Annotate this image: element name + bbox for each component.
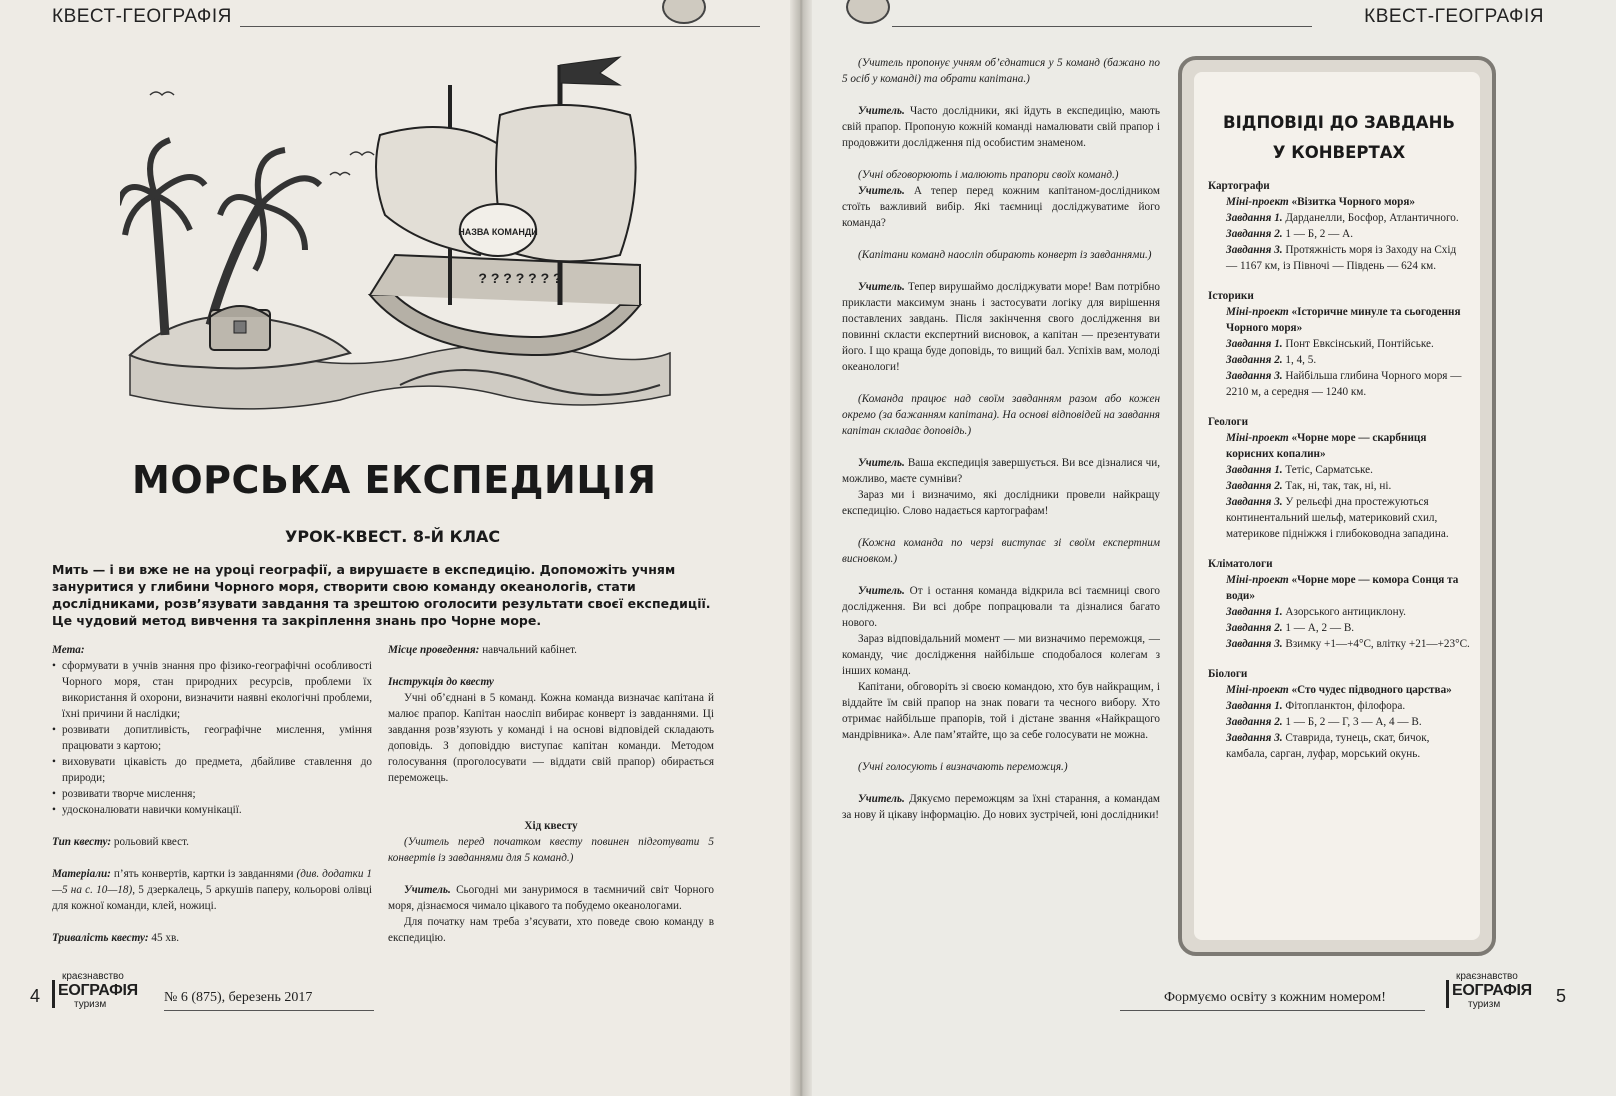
logo-line: краєзнавство: [62, 971, 124, 982]
place-label: Місце проведення:: [388, 644, 480, 656]
article-title: МОРСЬКА ЕКСПЕДИЦІЯ: [132, 458, 657, 502]
project-label: Міні-проект: [1226, 306, 1289, 318]
task-label: Завдання 1.: [1226, 212, 1283, 224]
goal-item: • сформувати в учнів знання про фізико-географічні особливості Чорного моря, стан природних ресурсів, проблеми їх використання й охорони, визначити наявні екологічні проблеми, їхні причини й наслідки;: [52, 658, 372, 722]
teacher-text: Тепер вирушаймо досліджувати море! Вам потрібно прикласти максимум знань і застосувати логіку для вирішення поставлених завдань. Після закінчення свого дослідження ви повинні скласти експертний висновок, а капітан — презентувати його. І що краща буде доповідь, то вищий бал. Успіхів вам, молоді океанологи!: [842, 281, 1160, 373]
task-label: Завдання 2.: [1226, 716, 1283, 728]
right-column: [842, 55, 1160, 823]
logo-line: туризм: [74, 999, 107, 1010]
footer-slogan: Формуємо освіту з кожним номером!: [1164, 990, 1386, 1005]
project-label: Міні-проект: [1226, 196, 1289, 208]
teacher-label: Учитель.: [404, 884, 451, 896]
illustration-badge-text: НАЗВА КОМАНДИ: [458, 227, 538, 237]
duration-label: Тривалість квесту:: [52, 932, 149, 944]
project-title: «Чорне море — скарбниця корисних копалин»: [1226, 432, 1427, 460]
task-label: Завдання 2.: [1226, 228, 1283, 240]
task-label: Завдання 2.: [1226, 354, 1283, 366]
footer-rule-left: [164, 1010, 374, 1011]
stage-note: (Команда працює над своїм завданням разом або кожен окремо (за бажанням капітана). На основі відповідей на завдання капітан складає доповідь.): [842, 393, 1160, 437]
task-label: Завдання 3.: [1226, 638, 1283, 650]
task-answer: Дарданелли, Босфор, Атлантичного.: [1285, 212, 1459, 224]
answer-group: [1208, 178, 1470, 274]
header-rule-left: [240, 26, 760, 27]
goal-item: • розвивати творче мислення;: [52, 786, 372, 802]
answer-group: [1208, 288, 1470, 400]
teacher-text: Ваша експедиція завершується. Ви все дізналися чи, можливо, маєте сумніви?: [842, 457, 1160, 485]
answer-group: [1208, 666, 1470, 762]
task-answer: Так, ні, так, так, ні, ні.: [1285, 480, 1392, 492]
teacher-text: Дякуємо переможцям за їхні старання, а командам за нову й цікаву інформацію. До нових зустрічей, юні дослідники!: [842, 793, 1160, 821]
logo-line: краєзнавство: [1456, 971, 1518, 982]
teacher-text: От і остання команда відкрила всі таємниці свого дослідження. Ви всі добре попрацювали та дізналися багато нового.: [842, 585, 1161, 629]
task-label: Завдання 3.: [1226, 370, 1283, 382]
teacher-label: Учитель.: [858, 185, 905, 197]
course-note: (Учитель перед початком квесту повинен підготувати 5 конвертів із завданнями для 5 команд.): [388, 836, 714, 864]
article-subtitle: УРОК-КВЕСТ. 8-Й КЛАС: [285, 527, 501, 546]
project-title: «Візитка Чорного моря»: [1291, 196, 1415, 208]
ship-island-illustration: [120, 55, 680, 425]
task-label: Завдання 1.: [1226, 606, 1283, 618]
task-answer: Найбільша глибина Чорного моря — 2210 м, а середня — 1240 км.: [1226, 370, 1462, 398]
task-answer: Ставрида, тунець, скат, бичок, камбала, сарган, луфар, морський окунь.: [1226, 732, 1430, 760]
footer-rule-right: [1120, 1010, 1425, 1011]
quest-type-value: рольовий квест.: [113, 836, 189, 848]
issue-info: № 6 (875), березень 2017: [164, 990, 313, 1005]
answers-title-line: ВІДПОВІДІ ДО ЗАВДАНЬ: [1223, 113, 1455, 132]
page-number-left: 4: [30, 986, 41, 1006]
group-heading: Біологи: [1208, 668, 1248, 680]
teacher-text: Капітани, обговоріть зі своєю командою, хто був найкращим, і віддайте їм свій прапор на знак поваги та чесного вибору. Хто отримає найбільше прапорів, той і дістане звання «Найкращого мандрівника». Але пам’ятайте, що за себе голосувати не можна.: [842, 681, 1160, 741]
answers-title-line: У КОНВЕРТАХ: [1272, 143, 1406, 162]
task-answer: 1 — Б, 2 — Г, 3 — А, 4 — В.: [1285, 716, 1422, 728]
running-header-left: КВЕСТ-ГЕОГРАФІЯ: [52, 6, 232, 27]
group-heading: Картографи: [1208, 180, 1270, 192]
goal-item: • розвивати допитливість, географічне мислення, уміння працювати з картою;: [52, 722, 372, 754]
instruction-label: Інструкція до квесту: [388, 676, 494, 688]
project-title: «Чорне море — комора Сонця та води»: [1226, 574, 1459, 602]
answers-list: [1208, 178, 1470, 762]
teacher-text-2: Для початку нам треба з’ясувати, хто поведе свою команду в експедицію.: [388, 916, 714, 944]
task-label: Завдання 3.: [1226, 244, 1283, 256]
project-title: «Історичне минуле та сьогодення Чорного моря»: [1226, 306, 1461, 334]
stage-note: (Кожна команда по черзі виступає зі своїм експертним висновком.): [842, 537, 1160, 565]
teacher-text: Зараз відповідальний момент — ми визначимо переможця, — команду, чиє дослідження найбільше сподобалося колегам з інших команд.: [842, 633, 1160, 677]
group-heading: Історики: [1208, 290, 1254, 302]
page-number-right: 5: [1556, 986, 1567, 1006]
answer-group: [1208, 414, 1470, 542]
task-answer: У рельєфі дна простежуються континентальний шельф, материковий схил, материкове підніжжя і глибоководна западина.: [1226, 496, 1449, 540]
stage-note: (Капітани команд наосліп обирають конверт із завданнями.): [858, 249, 1152, 261]
goal-item: • удосконалювати навички комунікації.: [52, 802, 372, 818]
magazine-logo: [52, 972, 136, 1012]
teacher-label: Учитель.: [858, 457, 905, 469]
stage-note: (Учні голосують і визначають переможця.): [858, 761, 1068, 773]
project-label: Міні-проект: [1226, 684, 1289, 696]
stage-note: (Учні обговорюють і малюють прапори своїх команд.): [858, 169, 1119, 181]
task-answer: Взимку +1—+4°С, влітку +21—+23°С.: [1285, 638, 1470, 650]
header-rule-right: [892, 26, 1312, 27]
teacher-text: А тепер перед кожним капітаном-дослідником стоїть важливий вибір. Які таємниці досліджуватиме його команда?: [842, 185, 1160, 229]
project-label: Міні-проект: [1226, 574, 1289, 586]
answers-box: [1178, 56, 1496, 956]
task-label: Завдання 1.: [1226, 700, 1283, 712]
task-answer: Фітопланктон, філофора.: [1285, 700, 1406, 712]
materials-value: п’ять конвертів, картки із завданнями: [113, 868, 294, 880]
group-heading: Кліматологи: [1208, 558, 1273, 570]
teacher-text: Часто дослідники, які йдуть в експедицію, мають свій прапор. Пропоную кожній команді намалювати свій прапор і продовжити дослідження під особистим знаменом.: [842, 105, 1161, 149]
instruction-text: Учні об’єднані в 5 команд. Кожна команда визначає капітана й малює прапор. Капітан наосліп вибирає конверт із завданнями. Ці завдання розв’язують у команді і на основі відповідей складають доповідь. З доповіддю виступає капітан команди. Методом голосування (проголосувати — віддати свій прапор) обирається переможець.: [388, 692, 714, 784]
materials-rest: 5 дзеркалець, 5 аркушів паперу, кольорові олівці для кожної команди, клей, ножиці.: [52, 884, 372, 912]
teacher-label: Учитель.: [858, 105, 905, 117]
task-answer: Тетіс, Сарматське.: [1285, 464, 1373, 476]
teacher-text: Зараз ми і визначимо, які дослідники провели найкращу експедицію. Слово надається картографам!: [842, 489, 1160, 517]
logo-line: ЕОГРАФІЯ: [1452, 982, 1532, 999]
page-gutter: [790, 0, 812, 1096]
teacher-label: Учитель.: [858, 793, 905, 805]
task-label: Завдання 2.: [1226, 622, 1283, 634]
goal-item: • виховувати цікавість до предмета, дбайливе ставлення до природи;: [52, 754, 372, 786]
project-title: «Сто чудес підводного царства»: [1291, 684, 1452, 696]
logo-line: ЕОГРАФІЯ: [58, 982, 138, 999]
goal-label: Мета:: [52, 644, 85, 656]
stage-note: (Учитель пропонує учням об’єднатися у 5 команд (бажано по 5 осіб у команді) та обрати капітана.): [842, 57, 1160, 85]
task-label: Завдання 3.: [1226, 496, 1283, 508]
logo-line: туризм: [1468, 999, 1501, 1010]
course-heading: Хід квесту: [524, 820, 578, 832]
task-label: Завдання 1.: [1226, 464, 1283, 476]
task-label: Завдання 3.: [1226, 732, 1283, 744]
running-header-right: КВЕСТ-ГЕОГРАФІЯ: [1364, 6, 1544, 27]
task-answer: 1 — Б, 2 — А.: [1285, 228, 1354, 240]
materials-label: Матеріали:: [52, 868, 111, 880]
place-value: навчальний кабінет.: [482, 644, 577, 656]
group-heading: Геологи: [1208, 416, 1249, 428]
task-answer: Протяжність моря із Заходу на Схід — 1167 км, із Півночі — Південь — 624 км.: [1226, 244, 1457, 272]
task-answer: Понт Евксінський, Понтійське.: [1285, 338, 1434, 350]
teacher-label: Учитель.: [858, 585, 905, 597]
magazine-logo: [1446, 972, 1530, 1012]
task-label: Завдання 2.: [1226, 480, 1283, 492]
materials-ref: (див. додатки 1—5 на с. 10—18),: [52, 868, 372, 896]
illustration-sail-marks: ? ? ? ? ? ? ?: [478, 270, 562, 286]
middle-column: [388, 642, 714, 946]
teacher-text: Сьогодні ми зануримося в таємничий світ Чорного моря, дізнаємося чимало цікавого та побудемо океанологами.: [388, 884, 715, 912]
task-label: Завдання 1.: [1226, 338, 1283, 350]
task-answer: Азорського антициклону.: [1285, 606, 1406, 618]
answers-title: [1208, 108, 1470, 168]
teacher-label: Учитель.: [858, 281, 905, 293]
duration-value: 45 хв.: [151, 932, 180, 944]
quest-type-label: Тип квесту:: [52, 836, 112, 848]
task-answer: 1, 4, 5.: [1285, 354, 1317, 366]
answer-group: [1208, 556, 1470, 652]
article-lead: Мить — і ви вже не на уроці географії, а вирушаєте в експедицію. Допоможіть учням зануритися у глибини Чорного моря, створити свою команду океанологів, стати дослідниками, розв’язувати завдання та зрештою оголосити результати своєї експедиції. Це чудовий метод вивчення та закріплення знань про Чорне море.: [52, 562, 711, 628]
task-answer: 1 — А, 2 — В.: [1285, 622, 1355, 634]
left-column: [52, 642, 372, 946]
project-label: Міні-проект: [1226, 432, 1289, 444]
